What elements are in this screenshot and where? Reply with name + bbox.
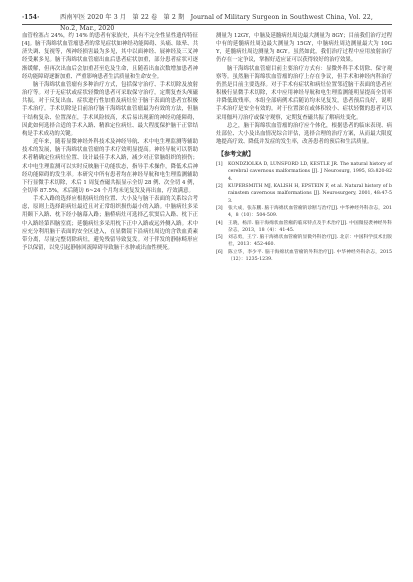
page-number: ·154· — [22, 14, 40, 21]
body-paragraph: 测量为 12GY，中脑及延髓病灶周边最大测量为 8GY；目前我们治疗过程中有的延髓病灶周边最大测量为 15GY，中脑病灶周边测量最大为 10GY，延髓病灶周边测量为 8GY。虽然如此，我们治疗过程中应用放射治疗仍存在一定争议，掌握好适应证可以获得较好的治疗效果。 — [216, 33, 392, 64]
reference-number: [5] — [216, 235, 223, 241]
reference-number: [6] — [216, 249, 223, 255]
reference-item — [216, 161, 392, 183]
body-paragraph: 总之，脑干海绵状血管瘤的治疗应个体化，根据患者的临床表现、病灶部位、大小及出血情况综合评估，选择合理的治疗方案，从而最大限度地提高疗效、降低并发症的发生率，改善患者的预后和生活质量。 — [216, 122, 392, 146]
references-heading: 【参考文献】 — [218, 151, 255, 159]
reference-text: KUPERSMITH MJ, KALISH H, EPSTEIN F, et al. Natural history of brainstem cavernous malformations [J]. Neurosurgery, 2001, 48:47-53. — [228, 184, 392, 204]
body-paragraph: 手术入路的选择应根据病灶的位置、大小及与脑干表面的关系综合考虑，原则上选择距病灶最近且对正常组织损伤最小的入路。中脑病灶多采用颞下入路、枕下经小脑幕入路；脑桥病灶可选择乙状窦后入路、枕下正中入路经第四脑室底；延髓病灶多采用枕下正中入路或远外侧入路。术中应充分利用脑干表面的安全区进入，在显微镜下沿病灶周边的含铁血黄素带分离，尽量完整切除病灶，避免残留导致复发。对于伴发的静脉畸形应予以保留，以免引起静脉回流障碍导致脑干水肿或出血性梗死。 — [22, 196, 198, 252]
reference-text: 王晓，杨洋. 脑干海绵状血管瘤的临床特点及手术治疗[J]. 中国微侵袭神经外科杂志，2013，18（4）：41-45. — [228, 220, 392, 233]
reference-item — [216, 234, 392, 249]
reference-text: 陈立华，李少平. 脑干海绵状血管瘤的外科治疗[J]. 中华神经外科杂志，2015（12）：1235-1239. — [228, 249, 392, 263]
reference-number: [3] — [216, 205, 223, 211]
references-list — [216, 161, 392, 263]
reference-item — [216, 220, 392, 235]
reference-text: 张大成，张东鹏. 脑干海绵状血管瘤的诊断与治疗[J]. 中华神经外科杂志，2014，8（10）：504-509. — [228, 205, 392, 219]
header-rule — [22, 24, 392, 25]
right-column — [216, 32, 392, 263]
body-paragraph: 血管栓塞占 24%，约 14% 的患者有家族史，具有不完全性显性遗传特征[4]。脑干海绵状血管瘤患者的常见症状如神经功能障碍、头痛、眩晕、共济失调、复视等，颅神经损害最为多见，其中以面神经、展神经及三叉神经受累多见。脑干海绵状血管瘤出血后患者症状加重，部分患者症状可逐渐缓解，但再次出血后会加重甚至危及生命，且随着出血次数增加患者神经功能障碍逐渐加重、严重影响患者生活质量和生命安全。 — [22, 33, 198, 80]
reference-item — [216, 249, 392, 264]
left-column — [22, 32, 198, 252]
page-header — [22, 12, 392, 32]
reference-item — [216, 205, 392, 220]
reference-number: [2] — [216, 184, 223, 190]
reference-text: 刘志勇，王宁. 脑干海绵状血管瘤的显微外科治疗[J]. 北京：中国科学技术出版社，2013：452-460. — [228, 235, 392, 248]
body-paragraph: 脑干海绵状血管瘤目前主要治疗方式有：显微外科手术切除、保守观察等。虽然脑干海绵状血管瘤的治疗上存在争议，但手术和神经内科治疗仍然是目前主要选择。对于手术有症状和病灶位置邻近脑干表面的患者应积极行显微手术切除，术中应用神经导航和电生理监测能明显提高全切率并降低致残率。本组全部病例术后随访均未见复发，患者预后良好，说明手术治疗是安全有效的。对于位置深在或体积较小、症状轻微的患者可以采用伽玛刀治疗或保守观察，定期复查磁共振了解病灶变化。 — [216, 65, 392, 121]
body-paragraph: 脑干海绵状血管瘤有多种治疗方式，包括保守治疗、手术切除及放射治疗等。对于无症状或症状轻微的患者可采取保守治疗，定期复查头颅磁共振，对于反复出血、症状进行性加重及病灶位于脑干表面的患者宜积极手术治疗。手术切除是目前治疗脑干海绵状血管瘤最为有效的方法，但脑干结构复杂、位置深在，手术风险较高，术后易出现新的神经功能障碍，因此如何选择合适的手术入路、精准定位病灶、最大程度保护脑干正常结构是手术成功的关键。 — [22, 81, 198, 137]
reference-number: [1] — [216, 162, 223, 168]
reference-text: KONDZIOLKA D, LUNSFORD LD, KESTLE JR. The natural history of cerebral cavernous malformations [J]. J Neurosurg, 1995, 83:820-824. — [228, 162, 392, 182]
reference-item — [216, 183, 392, 205]
reference-number: [4] — [216, 220, 223, 226]
body-paragraph: 近年来，随着显微神经外科技术及神经导航、术中电生理监测等辅助技术的发展，脑干海绵状血管瘤的手术疗效明显提高。神经导航可以帮助术者精确定位病灶位置、设计最佳手术入路，减少对正常脑组织的损伤；术中电生理监测可以实时反映脑干功能状态，指导手术操作，降低术后神经功能障碍的发生率。本研究中所有患者均在神经导航和电生理监测辅助下行显微手术切除，术后 1 周复查磁共振显示全切 28 例、次全切 4 例，全切率 87.5%，术后随访 6~24 个月均未见复发及再出血，疗效满意。 — [22, 139, 198, 194]
journal-running-head: 西南军医 2020 年 3 月 第 22 卷 第 2 期 Journal of Military Surgeon in Southwest China, Vol. 22, No.2, Mar., 2020 — [60, 14, 373, 32]
